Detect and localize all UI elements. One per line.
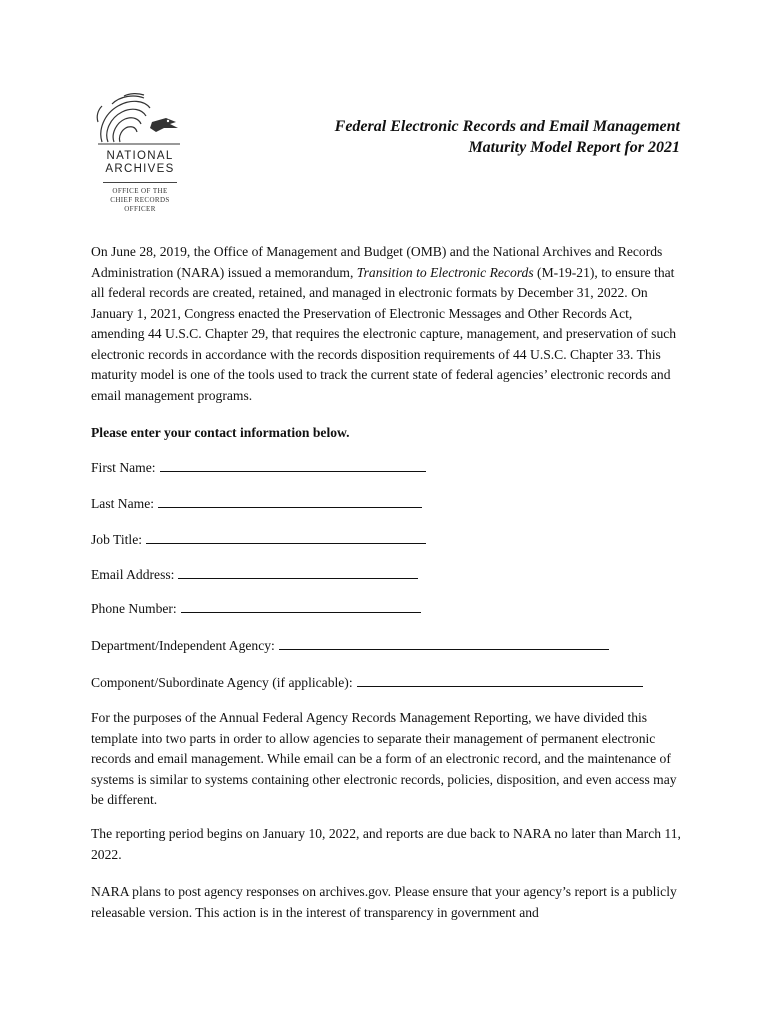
- memo-title: Transition to Electronic Records: [356, 264, 534, 280]
- logo-office-line3: OFFICER: [124, 205, 156, 213]
- logo-divider: [103, 182, 177, 183]
- department-field[interactable]: [91, 636, 683, 656]
- email-field[interactable]: [91, 565, 683, 585]
- job-title-label: Job Title:: [91, 532, 143, 547]
- job-title-field[interactable]: [91, 530, 683, 550]
- purposes-paragraph: For the purposes of the Annual Federal Agency Records Management Reporting, we have divided this template into two parts in order to allow agencies to separate their management of permanent electronic records and email management. While email can be a form of an electronic record, and the maintenance of systems is similar to systems containing other electronic records, policies, disposition, and even access may be different.: [91, 710, 677, 807]
- department-line[interactable]: [279, 636, 609, 650]
- logo-office-line1: OFFICE OF THE: [112, 187, 168, 195]
- component-line[interactable]: [357, 673, 643, 687]
- first-name-label: First Name:: [91, 460, 156, 475]
- title-line1: Federal Electronic Records and Email Management: [334, 118, 680, 135]
- last-name-label: Last Name:: [91, 496, 155, 511]
- phone-line[interactable]: [181, 599, 421, 613]
- component-field[interactable]: [91, 673, 683, 693]
- intro-text-after: (M-19-21), to ensure that all federal records are created, retained, and managed in electronic formats by December 31, 2022. On January 1, 2021, Congress enacted the Preservation of Electronic Messages and Other Records Act, amending 44 U.S.C. Chapter 29, that requires the electronic capture, management, and preservation of such electronic records in accordance with the records disposition requirements of 44 U.S.C. Chapter 33. This maturity model is one of the tools used to track the current state of federal agencies’ electronic records and email management programs.: [91, 264, 677, 403]
- logo-name: [90, 150, 190, 176]
- title-line2: Maturity Model Report for 2021: [468, 139, 680, 156]
- national-archives-logo: [90, 92, 190, 214]
- logo-name-line2: ARCHIVES: [105, 163, 175, 175]
- document-title: [335, 116, 680, 158]
- reporting-period-paragraph: The reporting period begins on January 10, 2022, and reports are due back to NARA no later than March 11, 2022.: [91, 826, 681, 862]
- posting-paragraph: NARA plans to post agency responses on archives.gov. Please ensure that your agency’s report is a publicly releasable version. This action is in the interest of transparency in government and: [91, 884, 677, 920]
- email-line[interactable]: [178, 565, 418, 579]
- department-label: Department/Independent Agency:: [91, 638, 275, 653]
- phone-field[interactable]: [91, 599, 683, 619]
- logo-office-line2: CHIEF RECORDS: [110, 196, 170, 204]
- last-name-line[interactable]: [158, 494, 422, 508]
- intro-paragraph: [91, 242, 683, 406]
- job-title-line[interactable]: [146, 530, 426, 544]
- email-label: Email Address:: [91, 567, 175, 582]
- phone-label: Phone Number:: [91, 601, 177, 616]
- first-name-field[interactable]: [91, 458, 683, 478]
- logo-name-line1: NATIONAL: [106, 150, 174, 162]
- contact-heading: Please enter your contact information below.: [91, 425, 350, 440]
- component-label: Component/Subordinate Agency (if applicable):: [91, 675, 353, 690]
- first-name-line[interactable]: [160, 458, 426, 472]
- intro-text-before: On June 28, 2019, the Office of Management and Budget (OMB) and the National Archives and Records Administration (NARA) issued a memorandum,: [91, 244, 663, 280]
- last-name-field[interactable]: [91, 494, 683, 514]
- eagle-wave-icon: [94, 92, 184, 148]
- logo-office: [90, 187, 190, 214]
